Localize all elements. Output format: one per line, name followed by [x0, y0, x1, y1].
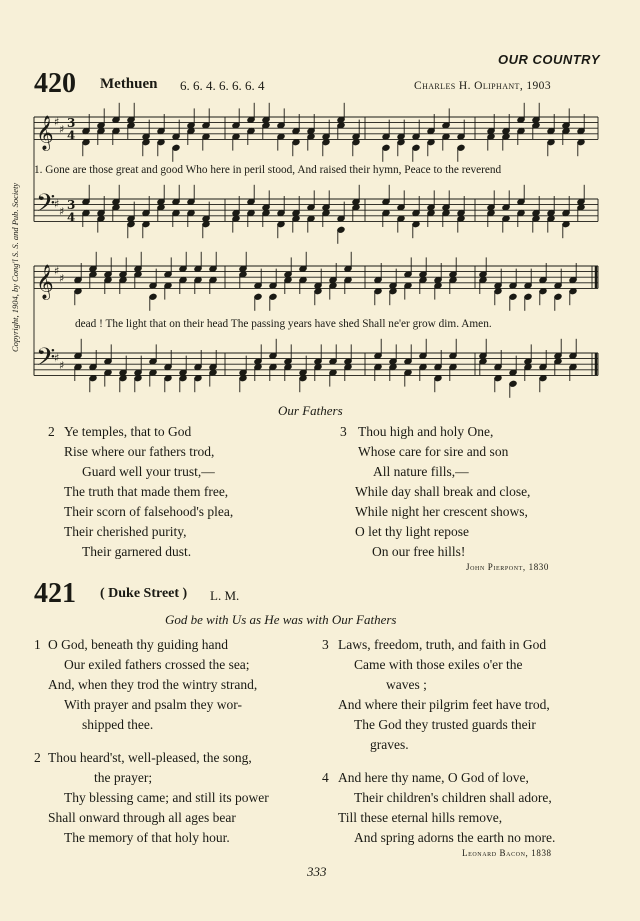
stanza-2-420: 2 Ye temples, that to God Rise where our fathers trod, Guard well your trust,— The truth that made them free, Their scorn of falsehood's plea, Their cherished purity, Their garnered dust. — [48, 424, 234, 559]
stanza-number: 4 — [322, 770, 329, 785]
tune-name-duke-street: ( Duke Street ) — [100, 586, 188, 601]
stanza-3-421: 3 Laws, freedom, truth, and faith in God Came with those exiles o'er the waves ; And where their pilgrim feet have trod, The God they trusted guards their graves. — [322, 637, 550, 752]
stanza-number: 2 — [34, 750, 41, 765]
copyright-notice: Copyright, 1904, by Cong'l S. S. and Pub. Society — [10, 182, 20, 352]
music-score — [0, 0, 640, 400]
tune-name-methuen: Methuen — [100, 76, 158, 92]
bass-clef-icon: 𝄢 — [36, 342, 56, 378]
stanza-number: 1 — [34, 637, 41, 652]
sharp-icon: ♯ — [54, 115, 60, 129]
sharp-icon: ♯ — [59, 272, 65, 286]
author-bacon: Leonard Bacon, 1838 — [462, 848, 552, 858]
treble-clef-icon: 𝄞 — [36, 264, 54, 300]
meter-421: L. M. — [210, 588, 240, 603]
sharp-icon: ♯ — [59, 205, 65, 219]
time-signature: 3 — [67, 116, 76, 131]
time-signature: 3 — [67, 198, 76, 213]
sharp-icon: ♯ — [54, 351, 60, 365]
stanza-number: 3 — [322, 637, 329, 652]
section-title: OUR COUNTRY — [497, 52, 600, 67]
stanza-1-421: 1 O God, beneath thy guiding hand Our exiled fathers crossed the sea; And, when they trod the wintry strand, With prayer and psalm they wor- shipped thee. — [34, 637, 258, 732]
lyric-line-1: 1. Gone are those great and good Who here in peril stood, And raised their hymn, Peace to the reverend — [34, 164, 502, 176]
sharp-icon: ♯ — [59, 359, 65, 373]
stanza-4-421: 4 And here thy name, O God of love, Their children's children shall adore, Till these eternal hills remove, And spring adorns the earth no more. — [322, 770, 556, 845]
sharp-icon: ♯ — [54, 264, 60, 278]
hymn-number-421: 421 — [34, 578, 76, 609]
meter-420: 6. 6. 4. 6. 6. 6. 4 — [180, 78, 265, 93]
stanza-3-420: 3 Thou high and holy One, Whose care for sire and son All nature fills,— While day shall break and close, While night her crescent shows, O let thy light repose On our free hills! — [340, 424, 531, 559]
lyric-line-2: dead ! The light that on their head The passing years have shed Shall ne'er grow dim. Amen. — [75, 318, 492, 330]
hymn-title-our-fathers: Our Fathers — [278, 403, 343, 418]
treble-clef-icon: 𝄞 — [36, 115, 54, 151]
stanza-number: 2 — [48, 424, 55, 439]
stanza-2-421: 2 Thou heard'st, well-pleased, the song, the prayer; Thy blessing came; and still its power Shall onward through all ages bear The memory of that holy hour. — [34, 750, 269, 845]
bass-clef-icon: 𝄢 — [36, 188, 56, 224]
time-signature: 4 — [67, 128, 76, 143]
hymn-title-421: God be with Us as He was with Our Fathers — [165, 612, 397, 627]
page-number: 333 — [307, 864, 327, 879]
sharp-icon: ♯ — [59, 123, 65, 137]
stanza-number: 3 — [340, 424, 347, 439]
composer-credit: Charles H. Oliphant, 1903 — [414, 80, 551, 92]
author-pierpont: John Pierpont, 1830 — [466, 562, 549, 572]
sharp-icon: ♯ — [54, 197, 60, 211]
time-signature: 4 — [67, 210, 76, 225]
hymn-number-420: 420 — [34, 68, 76, 99]
